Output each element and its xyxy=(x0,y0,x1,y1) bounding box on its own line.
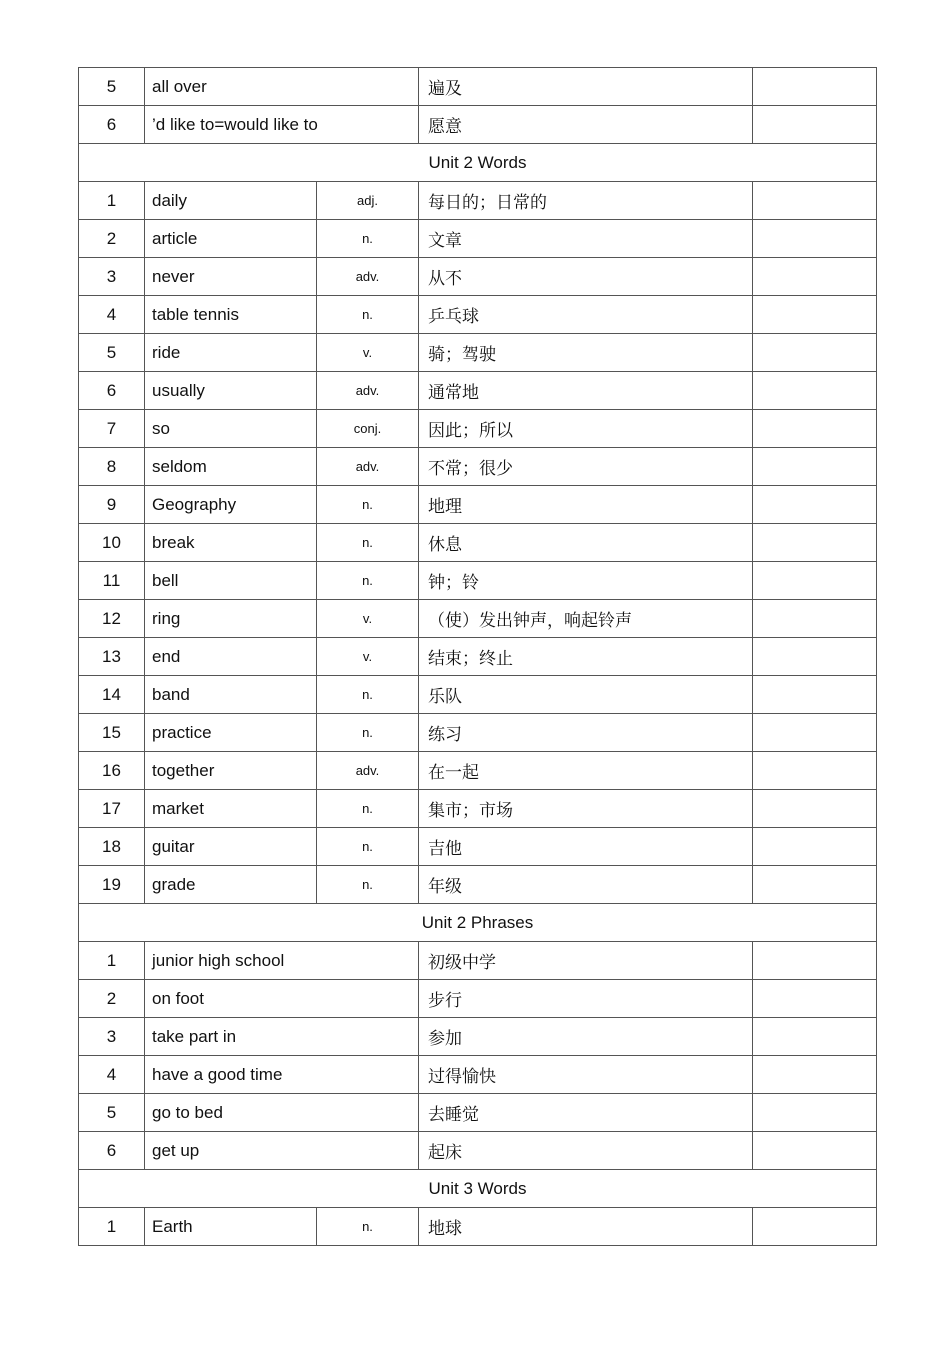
part-of-speech: n. xyxy=(317,828,419,866)
part-of-speech: n. xyxy=(317,486,419,524)
item-number: 8 xyxy=(79,448,145,486)
item-number: 9 xyxy=(79,486,145,524)
english-term: so xyxy=(145,410,317,448)
part-of-speech: n. xyxy=(317,220,419,258)
chinese-meaning: 参加 xyxy=(419,1018,753,1056)
table-row xyxy=(79,106,877,144)
item-number: 7 xyxy=(79,410,145,448)
blank-cell xyxy=(753,714,877,752)
blank-cell xyxy=(753,1208,877,1246)
item-number: 16 xyxy=(79,752,145,790)
part-of-speech: adv. xyxy=(317,448,419,486)
table-row xyxy=(79,828,877,866)
english-term: market xyxy=(145,790,317,828)
blank-cell xyxy=(753,524,877,562)
english-term: band xyxy=(145,676,317,714)
table-row xyxy=(79,866,877,904)
item-number: 13 xyxy=(79,638,145,676)
blank-cell xyxy=(753,866,877,904)
english-term: take part in xyxy=(145,1018,419,1056)
chinese-meaning: 文章 xyxy=(419,220,753,258)
item-number: 3 xyxy=(79,258,145,296)
vocabulary-table xyxy=(78,67,877,1246)
item-number: 2 xyxy=(79,980,145,1018)
english-term: grade xyxy=(145,866,317,904)
chinese-meaning: 吉他 xyxy=(419,828,753,866)
part-of-speech: n. xyxy=(317,676,419,714)
english-term: Earth xyxy=(145,1208,317,1246)
part-of-speech: adj. xyxy=(317,182,419,220)
item-number: 15 xyxy=(79,714,145,752)
chinese-meaning: 乐队 xyxy=(419,676,753,714)
chinese-meaning: 集市；市场 xyxy=(419,790,753,828)
item-number: 1 xyxy=(79,942,145,980)
item-number: 10 xyxy=(79,524,145,562)
chinese-meaning: 年级 xyxy=(419,866,753,904)
section-header-row xyxy=(79,144,877,182)
chinese-meaning: 乒乓球 xyxy=(419,296,753,334)
part-of-speech: v. xyxy=(317,638,419,676)
table-row xyxy=(79,980,877,1018)
chinese-meaning: 遍及 xyxy=(419,68,753,106)
part-of-speech: n. xyxy=(317,296,419,334)
blank-cell xyxy=(753,1094,877,1132)
blank-cell xyxy=(753,372,877,410)
english-term: bell xyxy=(145,562,317,600)
item-number: 4 xyxy=(79,296,145,334)
chinese-meaning: 骑；驾驶 xyxy=(419,334,753,372)
table-row xyxy=(79,296,877,334)
blank-cell xyxy=(753,220,877,258)
part-of-speech: n. xyxy=(317,866,419,904)
part-of-speech: adv. xyxy=(317,752,419,790)
blank-cell xyxy=(753,258,877,296)
table-row xyxy=(79,524,877,562)
table-row xyxy=(79,1018,877,1056)
item-number: 12 xyxy=(79,600,145,638)
blank-cell xyxy=(753,790,877,828)
item-number: 5 xyxy=(79,68,145,106)
table-row xyxy=(79,68,877,106)
english-term: together xyxy=(145,752,317,790)
item-number: 6 xyxy=(79,106,145,144)
english-term: ’d like to=would like to xyxy=(145,106,419,144)
chinese-meaning: 从不 xyxy=(419,258,753,296)
english-term: Geography xyxy=(145,486,317,524)
item-number: 19 xyxy=(79,866,145,904)
chinese-meaning: 每日的；日常的 xyxy=(419,182,753,220)
table-row xyxy=(79,1208,877,1246)
table-row xyxy=(79,448,877,486)
blank-cell xyxy=(753,942,877,980)
part-of-speech: v. xyxy=(317,334,419,372)
english-term: never xyxy=(145,258,317,296)
chinese-meaning: 不常；很少 xyxy=(419,448,753,486)
english-term: seldom xyxy=(145,448,317,486)
part-of-speech: n. xyxy=(317,524,419,562)
table-row xyxy=(79,486,877,524)
blank-cell xyxy=(753,600,877,638)
chinese-meaning: 结束；终止 xyxy=(419,638,753,676)
item-number: 18 xyxy=(79,828,145,866)
part-of-speech: n. xyxy=(317,790,419,828)
item-number: 14 xyxy=(79,676,145,714)
table-row xyxy=(79,182,877,220)
item-number: 4 xyxy=(79,1056,145,1094)
table-row xyxy=(79,1094,877,1132)
blank-cell xyxy=(753,980,877,1018)
english-term: get up xyxy=(145,1132,419,1170)
part-of-speech: n. xyxy=(317,1208,419,1246)
blank-cell xyxy=(753,486,877,524)
blank-cell xyxy=(753,1018,877,1056)
blank-cell xyxy=(753,106,877,144)
item-number: 17 xyxy=(79,790,145,828)
chinese-meaning: 通常地 xyxy=(419,372,753,410)
chinese-meaning: 练习 xyxy=(419,714,753,752)
table-row xyxy=(79,600,877,638)
item-number: 6 xyxy=(79,1132,145,1170)
blank-cell xyxy=(753,828,877,866)
english-term: article xyxy=(145,220,317,258)
section-header: Unit 3 Words xyxy=(79,1170,877,1208)
table-row xyxy=(79,410,877,448)
english-term: all over xyxy=(145,68,419,106)
blank-cell xyxy=(753,1056,877,1094)
english-term: have a good time xyxy=(145,1056,419,1094)
vocabulary-table-body xyxy=(79,68,877,1246)
section-header: Unit 2 Words xyxy=(79,144,877,182)
chinese-meaning: 地理 xyxy=(419,486,753,524)
item-number: 6 xyxy=(79,372,145,410)
english-term: junior high school xyxy=(145,942,419,980)
table-row xyxy=(79,676,877,714)
blank-cell xyxy=(753,410,877,448)
blank-cell xyxy=(753,638,877,676)
english-term: end xyxy=(145,638,317,676)
item-number: 1 xyxy=(79,182,145,220)
english-term: on foot xyxy=(145,980,419,1018)
chinese-meaning: 步行 xyxy=(419,980,753,1018)
table-row xyxy=(79,714,877,752)
table-row xyxy=(79,258,877,296)
chinese-meaning: 地球 xyxy=(419,1208,753,1246)
item-number: 3 xyxy=(79,1018,145,1056)
english-term: guitar xyxy=(145,828,317,866)
table-row xyxy=(79,752,877,790)
item-number: 1 xyxy=(79,1208,145,1246)
english-term: go to bed xyxy=(145,1094,419,1132)
part-of-speech: n. xyxy=(317,714,419,752)
table-row xyxy=(79,372,877,410)
blank-cell xyxy=(753,562,877,600)
table-row xyxy=(79,334,877,372)
item-number: 2 xyxy=(79,220,145,258)
item-number: 5 xyxy=(79,334,145,372)
table-row xyxy=(79,790,877,828)
english-term: break xyxy=(145,524,317,562)
part-of-speech: conj. xyxy=(317,410,419,448)
chinese-meaning: 在一起 xyxy=(419,752,753,790)
english-term: table tennis xyxy=(145,296,317,334)
english-term: daily xyxy=(145,182,317,220)
blank-cell xyxy=(753,68,877,106)
part-of-speech: n. xyxy=(317,562,419,600)
blank-cell xyxy=(753,334,877,372)
part-of-speech: v. xyxy=(317,600,419,638)
section-header-row xyxy=(79,904,877,942)
item-number: 11 xyxy=(79,562,145,600)
part-of-speech: adv. xyxy=(317,258,419,296)
english-term: usually xyxy=(145,372,317,410)
chinese-meaning: （使）发出钟声，响起铃声 xyxy=(419,600,753,638)
chinese-meaning: 因此；所以 xyxy=(419,410,753,448)
table-row xyxy=(79,638,877,676)
table-row xyxy=(79,1132,877,1170)
table-row xyxy=(79,562,877,600)
blank-cell xyxy=(753,676,877,714)
section-header-row xyxy=(79,1170,877,1208)
blank-cell xyxy=(753,752,877,790)
chinese-meaning: 过得愉快 xyxy=(419,1056,753,1094)
chinese-meaning: 起床 xyxy=(419,1132,753,1170)
blank-cell xyxy=(753,1132,877,1170)
table-row xyxy=(79,1056,877,1094)
blank-cell xyxy=(753,182,877,220)
english-term: ring xyxy=(145,600,317,638)
blank-cell xyxy=(753,296,877,334)
chinese-meaning: 去睡觉 xyxy=(419,1094,753,1132)
chinese-meaning: 钟；铃 xyxy=(419,562,753,600)
english-term: practice xyxy=(145,714,317,752)
table-row xyxy=(79,942,877,980)
table-row xyxy=(79,220,877,258)
section-header: Unit 2 Phrases xyxy=(79,904,877,942)
chinese-meaning: 愿意 xyxy=(419,106,753,144)
part-of-speech: adv. xyxy=(317,372,419,410)
chinese-meaning: 初级中学 xyxy=(419,942,753,980)
blank-cell xyxy=(753,448,877,486)
item-number: 5 xyxy=(79,1094,145,1132)
chinese-meaning: 休息 xyxy=(419,524,753,562)
english-term: ride xyxy=(145,334,317,372)
